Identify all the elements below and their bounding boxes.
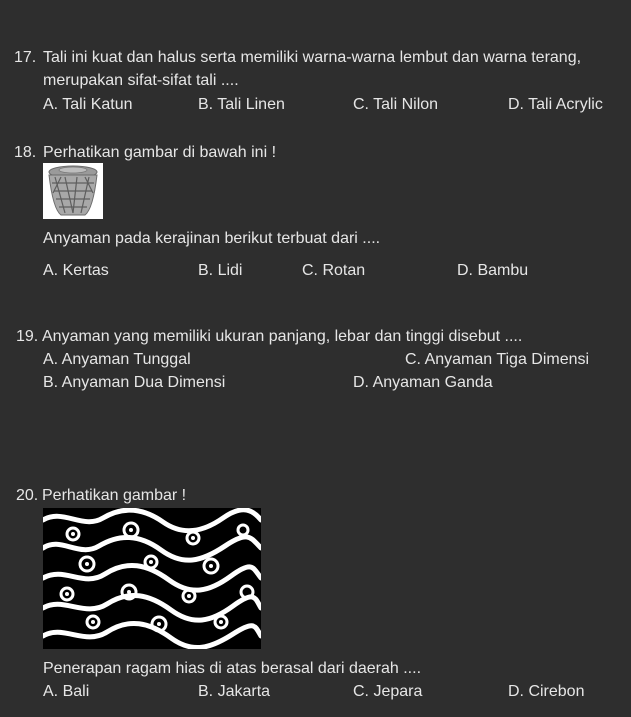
q17-option-d[interactable]: D. Tali Acrylic (508, 96, 603, 113)
q20-text-line1: Perhatikan gambar ! (42, 487, 187, 504)
q18-text-line2: Anyaman pada kerajinan berikut terbuat dari .... (43, 230, 381, 247)
q18-option-b[interactable]: B. Lidi (198, 262, 243, 279)
q19-number: 19. (16, 328, 39, 345)
q17-option-a[interactable]: A. Tali Katun (43, 96, 133, 113)
q20-option-c[interactable]: C. Jepara (353, 683, 423, 700)
q17-number: 17. (14, 49, 37, 66)
q20-option-d[interactable]: D. Cirebon (508, 683, 585, 700)
q20-number: 20. (16, 487, 39, 504)
q19-text-line1: Anyaman yang memiliki ukuran panjang, lebar dan tinggi disebut .... (42, 328, 523, 345)
q19-option-d[interactable]: D. Anyaman Ganda (353, 374, 493, 391)
batik-megamendung-image (43, 508, 261, 649)
q17-text-line1: Tali ini kuat dan halus serta memiliki warna-warna lembut dan warna terang, (43, 49, 582, 66)
q18-text-line1: Perhatikan gambar di bawah ini ! (43, 144, 277, 161)
q18-option-d[interactable]: D. Bambu (457, 262, 529, 279)
q20-option-a[interactable]: A. Bali (43, 683, 90, 700)
q18-option-a[interactable]: A. Kertas (43, 262, 109, 279)
q20-text-line2: Penerapan ragam hias di atas berasal dari daerah .... (43, 660, 422, 677)
q19-option-c[interactable]: C. Anyaman Tiga Dimensi (405, 351, 590, 368)
q17-text-line2: merupakan sifat-sifat tali .... (43, 72, 239, 89)
q19-option-b[interactable]: B. Anyaman Dua Dimensi (43, 374, 226, 391)
q17-option-c[interactable]: C. Tali Nilon (353, 96, 439, 113)
q18-number: 18. (14, 144, 37, 161)
q20-option-b[interactable]: B. Jakarta (198, 683, 271, 700)
woven-basket-image (43, 163, 103, 219)
q19-option-a[interactable]: A. Anyaman Tunggal (43, 351, 191, 368)
q18-option-c[interactable]: C. Rotan (302, 262, 366, 279)
q17-option-b[interactable]: B. Tali Linen (198, 96, 285, 113)
